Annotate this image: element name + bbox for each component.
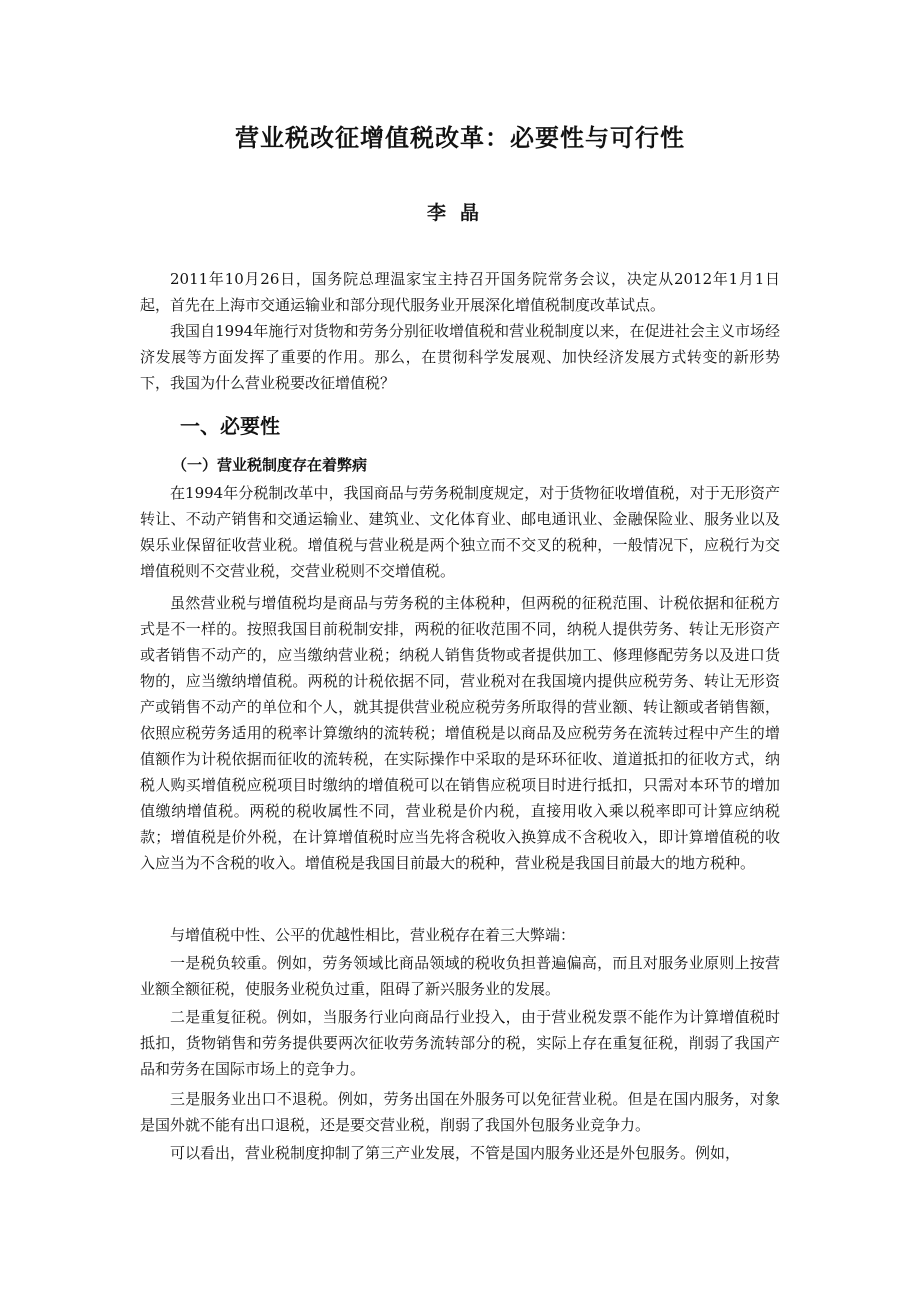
body-paragraph: 三是服务业出口不退税。例如，劳务出国在外服务可以免征营业税。但是在国内服务，对象是国外就不能有出口退税，还是要交营业税，削弱了我国外包服务业竞争力。 — [140, 1090, 780, 1134]
subsection-heading: （一）营业税制度存在着弊病 — [172, 456, 368, 474]
intro-paragraph: 2011年10月26日，国务院总理温家宝主持召开国务院常务会议，决定从2012年1月1日起，首先在上海市交通运输业和部分现代服务业开展深化增值税制度改革试点。 — [140, 270, 780, 314]
body-paragraph: 与增值税中性、公平的优越性相比，营业税存在着三大弊端： — [170, 926, 576, 944]
intro-paragraph: 我国自1994年施行对货物和劳务分别征收增值税和营业税制度以来，在促进社会主义市场经济发展等方面发挥了重要的作用。那么，在贯彻科学发展观、加快经济发展方式转变的新形势下，我国为什么营业税要改征增值税？ — [140, 322, 780, 392]
body-paragraph: 一是税负较重。例如，劳务领域比商品领域的税收负担普遍偏高，而且对服务业原则上按营业额全额征税，使服务业税负过重，阻碍了新兴服务业的发展。 — [140, 954, 780, 998]
body-paragraph: 在1994年分税制改革中，我国商品与劳务税制度规定，对于货物征收增值税，对于无形资产转让、不动产销售和交通运输业、建筑业、文化体育业、邮电通讯业、金融保险业、服务业以及娱乐业保留征收营业税。增值税与营业税是两个独立而不交叉的税种，一般情况下，应税行为交增值税则不交营业税，交营业税则不交增值税。 — [140, 484, 780, 580]
body-paragraph: 可以看出，营业税制度抑制了第三产业发展，不管是国内服务业还是外包服务。例如， — [170, 1144, 741, 1162]
section-heading: 一、必要性 — [180, 414, 280, 438]
body-paragraph: 虽然营业税与增值税均是商品与劳务税的主体税种，但两税的征税范围、计税依据和征税方式是不一样的。按照我国目前税制安排，两税的征收范围不同，纳税人提供劳务、转让无形资产或者销售不动产的，应当缴纳营业税；纳税人销售货物或者提供加工、修理修配劳务以及进口货物的，应当缴纳增值税。两税的计税依据不同，营业税对在我国境内提供应税劳务、转让无形资产或销售不动产的单位和个人，就其提供营业税应税劳务所取得的营业额、转让额或者销售额，依照应税劳务适用的税率计算缴纳的流转税；增值税是以商品及应税劳务在流转过程中产生的增值额作为计税依据而征收的流转税，在实际操作中采取的是环环征收、道道抵扣的征收方式，纳税人购买增值税应税项目时缴纳的增值税可以在销售应税项目时进行抵扣，只需对本环节的增加值缴纳增值税。两税的税收属性不同，营业税是价内税，直接用收入乘以税率即可计算应纳税款；增值税是价外税，在计算增值税时应当先将含税收入换算成不含税收入，即计算增值税的收入应当为不含税的收入。增值税是我国目前最大的税种，营业税是我国目前最大的地方税种。 — [140, 594, 780, 872]
body-paragraph: 二是重复征税。例如，当服务行业向商品行业投入，由于营业税发票不能作为计算增值税时抵扣，货物销售和劳务提供要两次征收劳务流转部分的税，实际上存在重复征税，削弱了我国产品和劳务在国际市场上的竞争力。 — [140, 1008, 780, 1078]
author-name: 李晶 — [426, 202, 493, 224]
page-title: 营业税改征增值税改革：必要性与可行性 — [235, 124, 685, 152]
